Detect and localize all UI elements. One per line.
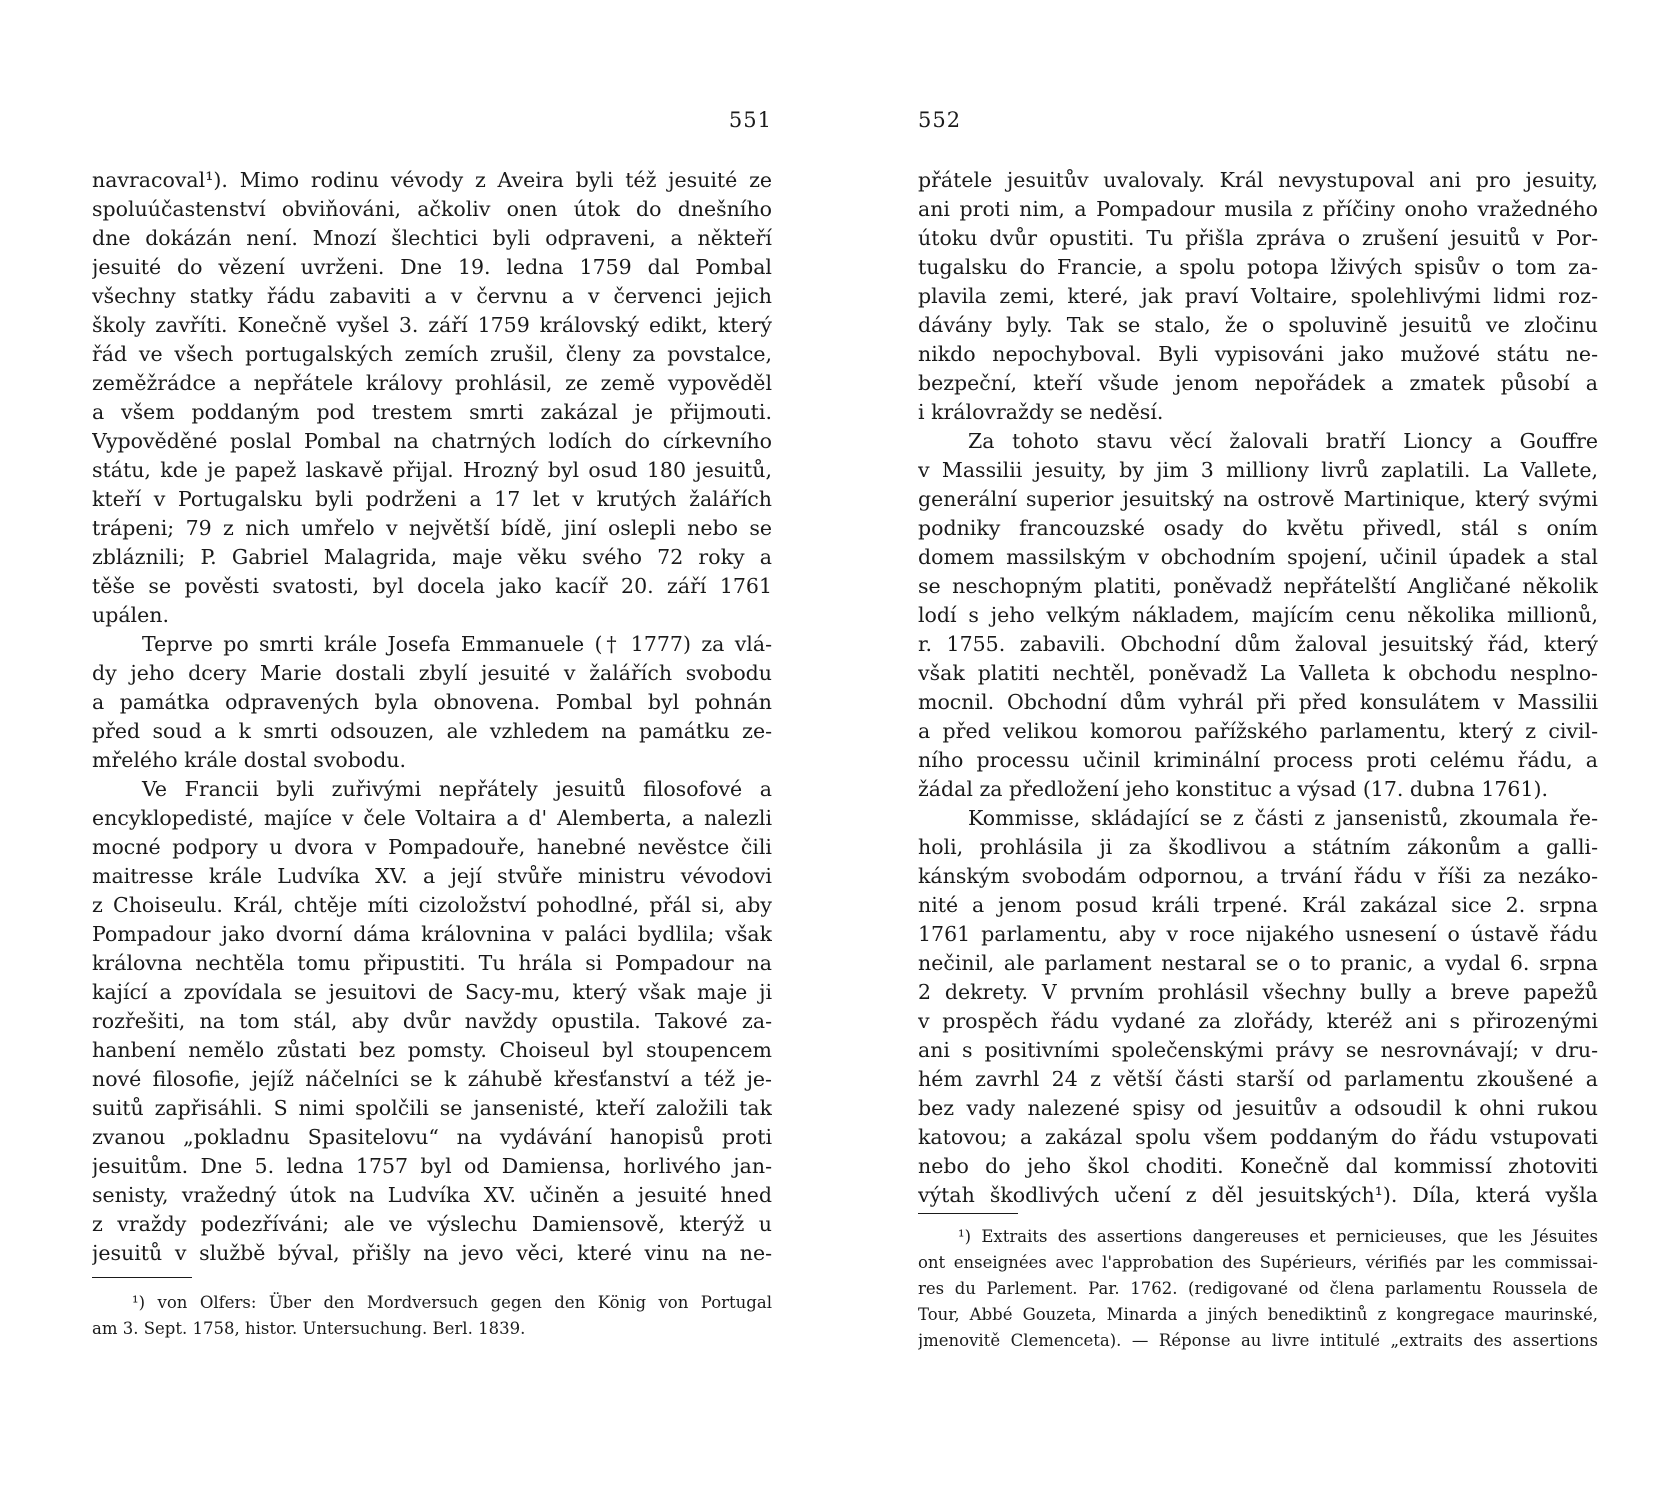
text-line: z vraždy podezříváni; ale ve výslechu Damiensově, kterýž u	[92, 1212, 772, 1236]
text-line: přátele jesuitův uvalovaly. Král nevystupoval ani pro jesuity,	[918, 168, 1598, 192]
body-text	[92, 166, 772, 1268]
text-line: 2 dekrety. V prvním prohlásil všechny bully a breve papežů	[918, 980, 1598, 1004]
footnote-line: ¹) Extraits des assertions dangereuses et pernicieuses, que les Jésuites	[958, 1227, 1598, 1246]
text-line: v prospěch řádu vydané za zlořády, kteréž ani s přirozenými	[918, 1009, 1598, 1033]
footnote-rule	[92, 1277, 192, 1278]
text-line: nečinil, ale parlament nestaral se o to pranic, a vydal 6. srpna	[918, 951, 1598, 975]
text-line: zeměžrádce a nepřátele královy prohlásil, ze země vypověděl	[92, 371, 772, 395]
text-line: řád ve všech portugalských zemích zrušil, členy za povstalce,	[92, 342, 772, 366]
text-line: Pompadour jako dvorní dáma královnina v paláci bydlila; však	[92, 922, 772, 946]
text-line: a všem poddaným pod trestem smrti zakázal je přijmouti.	[92, 400, 772, 424]
text-line: i královraždy se neděsí.	[918, 400, 1164, 424]
text-line: kánským svobodám odpornou, a trvání řádu v říši za nezáko-	[918, 864, 1598, 888]
text-line: Za tohoto stavu věcí žalovali bratří Lioncy a Gouffre	[968, 429, 1598, 453]
text-line: ani proti nim, a Pompadour musila z příčiny onoho vražedného	[918, 197, 1598, 221]
text-line: jesuitům. Dne 5. ledna 1757 byl od Damiensa, horlivého jan-	[92, 1154, 772, 1178]
text-line: lodí s jeho velkým nákladem, majícím cenu několika millionů,	[918, 603, 1598, 627]
text-line: nikdo nepochyboval. Byli vypisováni jako mužové státu ne-	[918, 342, 1598, 366]
text-line: Teprve po smrti krále Josefa Emmanuele († 1777) za vlá-	[142, 632, 772, 656]
page-number: 552	[918, 108, 962, 132]
text-line: dne dokázán není. Mnozí šlechtici byli odpraveni, a někteří	[92, 226, 772, 250]
text-line: státu, kde je papež laskavě přijal. Hrozný byl osud 180 jesuitů,	[92, 458, 772, 482]
text-line: však platiti nechtěl, poněvadž La Valleta k obchodu nesplno-	[918, 661, 1598, 685]
text-line: zbláznili; P. Gabriel Malagrida, maje věku svého 72 roky a	[92, 545, 772, 569]
text-line: senisty, vražedný útok na Ludvíka XV. učiněn a jesuité hned	[92, 1183, 772, 1207]
page-number: 551	[728, 108, 772, 132]
text-line: žádal za předložení jeho konstituc a výsad (17. dubna 1761).	[918, 777, 1549, 801]
text-line: královna nechtěla tomu připustiti. Tu hrála si Pompadour na	[92, 951, 772, 975]
text-line: a památka odpravených byla obnovena. Pombal byl pohnán	[92, 690, 772, 714]
text-line: ního processu učinil kriminální process proti celému řádu, a	[918, 748, 1598, 772]
text-line: rozřešiti, na tom stál, aby dvůr navždy opustila. Takové za-	[92, 1009, 772, 1033]
text-line: upálen.	[92, 603, 169, 627]
text-line: Kommisse, skládající se z části z jansenistů, zkoumala ře-	[968, 806, 1598, 830]
text-line: těše se pověsti svatosti, byl docela jako kacíř 20. září 1761	[92, 574, 772, 598]
text-line: se neschopným platiti, poněvadž nepřátelští Angličané několik	[918, 574, 1598, 598]
text-line: mocnil. Obchodní dům vyhrál při před konsulátem v Massilii	[918, 690, 1598, 714]
text-line: podniky francouzské osady do květu přivedl, stál s oním	[918, 516, 1598, 540]
footnote-line: Tour, Abbé Gouzeta, Minarda a jiných benediktinů z kongregace maurinské,	[918, 1305, 1598, 1324]
text-line: navracoval¹). Mimo rodinu vévody z Aveira byli též jesuité ze	[92, 168, 772, 192]
text-line: suitů zapřisáhli. S nimi spolčili se jansenisté, kteří založili tak	[92, 1096, 772, 1120]
text-line: bezpeční, kteří všude jenom nepořádek a zmatek působí a	[918, 371, 1598, 395]
text-line: jesuité do vězení uvrženi. Dne 19. ledna 1759 dal Pombal	[92, 255, 772, 279]
text-line: ani s positivními společenskými právy se nesrovnávají; v dru-	[918, 1038, 1598, 1062]
text-line: hém zavrhl 24 z větší části starší od parlamentu zkoušené a	[918, 1067, 1598, 1091]
text-line: mocné podpory u dvora v Pompadouře, hanebné nevěstce čili	[92, 835, 772, 859]
text-line: plavila zemi, které, jak praví Voltaire, spolehlivými lidmi roz-	[918, 284, 1598, 308]
text-line: mřelého krále dostal svobodu.	[92, 748, 407, 772]
text-line: spoluúčastenství obviňováni, ačkoliv onen útok do dnešního	[92, 197, 772, 221]
text-line: maitresse krále Ludvíka XV. a její stvůře ministru vévodovi	[92, 864, 772, 888]
text-line: zvanou „pokladnu Spasitelovu“ na vydávání hanopisů proti	[92, 1125, 772, 1149]
text-line: generální superior jesuitský na ostrově Martinique, který svými	[918, 487, 1598, 511]
text-line: kající a zpovídala se jesuitovi de Sacy-mu, který však maje ji	[92, 980, 772, 1004]
text-line: bez vady nalezené spisy od jesuitův a odsoudil k ohni rukou	[918, 1096, 1598, 1120]
footnote-line: ¹) von Olfers: Über den Mordversuch gegen den König von Portugal	[132, 1293, 772, 1312]
body-text	[918, 166, 1598, 1210]
text-line: všechny statky řádu zabaviti a v červnu a v červenci jejich	[92, 284, 772, 308]
text-line: nebo do jeho škol choditi. Konečně dal kommissí zhotoviti	[918, 1154, 1598, 1178]
text-line: Ve Francii byli zuřivými nepřátely jesuitů filosofové a	[142, 777, 772, 801]
text-line: z Choiseulu. Král, chtěje míti cizoložství pohodlné, přál si, aby	[92, 893, 772, 917]
text-line: před soud a k smrti odsouzen, ale vzhledem na památku ze-	[92, 719, 772, 743]
text-line: dy jeho dcery Marie dostali zbylí jesuité v žalářích svobodu	[92, 661, 772, 685]
text-line: kteří v Portugalsku byli podrženi a 17 let v krutých žalářích	[92, 487, 772, 511]
text-line: holi, prohlásila ji za škodlivou a státním zákonům a galli-	[918, 835, 1598, 859]
footnotes	[918, 1224, 1598, 1354]
text-line: výtah škodlivých učení z děl jesuitských¹). Díla, která vyšla	[918, 1183, 1598, 1207]
footnote-line: res du Parlement. Par. 1762. (redigované od člena parlamentu Roussela de	[918, 1279, 1598, 1298]
text-line: domem massilským v obchodním spojení, učinil úpadek a stal	[918, 545, 1598, 569]
footnote-line: jmenovitě Clemenceta). — Réponse au livre intitulé „extraits des assertions	[918, 1331, 1598, 1350]
text-line: dávány byly. Tak se stalo, že o spoluvině jesuitů ve zločinu	[918, 313, 1598, 337]
text-line: tugalsku do Francie, a spolu potopa lživých spisův o tom za-	[918, 255, 1598, 279]
text-line: trápeni; 79 z nich umřelo v největší bídě, jiní oslepli nebo se	[92, 516, 772, 540]
text-line: Vypověděné poslal Pombal na chatrných lodích do církevního	[92, 429, 772, 453]
text-line: jesuitů v službě býval, přišly na jevo věci, které vinu na ne-	[92, 1241, 772, 1265]
text-line: hanbení nemělo zůstati bez pomsty. Choiseul byl stoupencem	[92, 1038, 772, 1062]
text-line: útoku dvůr opustiti. Tu přišla zpráva o zrušení jesuitů v Por-	[918, 226, 1598, 250]
footnotes	[92, 1290, 772, 1342]
text-line: a před velikou komorou pařížského parlamentu, který z civil-	[918, 719, 1598, 743]
text-line: nové filosofie, jejíž náčelníci se k záhubě křesťanství a též je-	[92, 1067, 772, 1091]
text-line: katovou; a zakázal spolu všem poddaným do řádu vstupovati	[918, 1125, 1598, 1149]
footnote-line: am 3. Sept. 1758, histor. Untersuchung. Berl. 1839.	[92, 1319, 526, 1338]
footnote-rule	[918, 1213, 1018, 1214]
footnote-line: ont enseignées avec l'approbation des Supérieurs, vérifiés par les commissai-	[918, 1253, 1598, 1272]
text-line: školy zavříti. Konečně vyšel 3. září 1759 královský edikt, který	[92, 313, 772, 337]
text-line: v Massilii jesuity, by jim 3 milliony livrů zaplatili. La Vallete,	[918, 458, 1598, 482]
text-line: 1761 parlamentu, aby v roce nijakého usnesení o ústavě řádu	[918, 922, 1598, 946]
text-line: r. 1755. zabavili. Obchodní dům žaloval jesuitský řád, který	[918, 632, 1598, 656]
text-line: nité a jenom posud králi trpené. Král zakázal sice 2. srpna	[918, 893, 1598, 917]
text-line: encyklopedisté, majíce v čele Voltaira a d' Alemberta, a nalezli	[92, 806, 772, 830]
